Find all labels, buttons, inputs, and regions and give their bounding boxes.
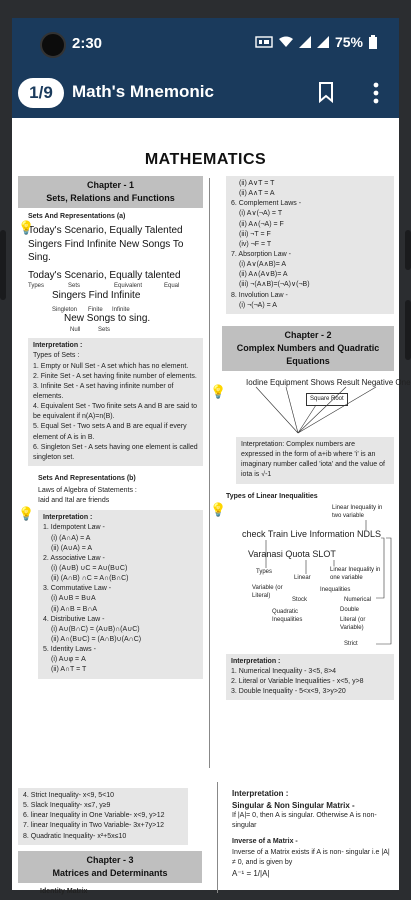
mnemonic-2b: Singers Find Infinite: [52, 290, 141, 302]
sets-rep-a-heading: Sets And Representations (a): [28, 213, 126, 221]
interp1-line: 1. Empty or Null Set - A set which has no element.: [33, 362, 189, 370]
ineq-mnemonic-2: Varanasi Quota SLOT: [248, 548, 336, 559]
inverse-line: Inverse of a Matrix exists if A is non- singular i.e |A|≠ 0, and is given by: [232, 848, 390, 866]
interp1-line: 3. Infinite Set - A set having infinite number of elements.: [33, 382, 174, 400]
diag-label: Linear Inequality in two variable: [332, 504, 383, 520]
doc-title: MATHEMATICS: [144, 151, 267, 168]
left-column: [18, 176, 203, 679]
chapter1-number: Chapter - 1: [86, 180, 134, 190]
bookmark-icon[interactable]: [318, 81, 334, 103]
column-divider: [209, 178, 210, 778]
interp1-title: Interpretation :: [33, 342, 83, 350]
law-line: (ii) A∩T = T: [51, 666, 87, 674]
diag-label: Linear: [294, 574, 311, 581]
diag-label: Variable (or Literal): [252, 584, 283, 600]
side-button-right-top: [405, 230, 411, 270]
label-types: Types: [28, 283, 45, 290]
lightbulb-icon: 💡: [18, 506, 35, 521]
chapter2-title: Complex Numbers and Quadratic Equations: [236, 342, 380, 366]
label-equivalent: Equivalent: [114, 283, 143, 290]
interp1-line: Types of Sets :: [33, 352, 80, 360]
interpretation-box-1: [28, 338, 203, 466]
chapter1-heading: [18, 176, 203, 208]
law-cont-line: (i) A∨(¬A) = T: [239, 210, 283, 218]
interp1-line: 4. Equivalent Set - Two finite sets A and B are said to be equivalent if n(A)=n(B).: [33, 403, 198, 421]
laws-mnemonic: Iaid and Ital are friends: [38, 497, 110, 505]
identity-matrix-heading: Identity Matrix: [40, 887, 88, 895]
more-ineq-line: 8. Quadratic Inequality- x²+5x≤10: [23, 832, 127, 840]
interp1-line: 5. Equal Set - Two sets A and B are equal if every element of A is in B.: [33, 423, 187, 441]
page-break: [12, 768, 399, 782]
law-cont-line: (i) A∨(A∧B)= A: [239, 261, 287, 269]
side-button-left: [0, 230, 6, 300]
inequality-diagram: [236, 504, 394, 654]
label-finite: Finite: [88, 307, 103, 314]
law-cont-line: 6. Complement Laws -: [231, 200, 302, 208]
law-line: (ii) (A∩B) ∩C = A∩(B∩C): [51, 575, 129, 583]
law-line: 3. Commutative Law -: [43, 585, 112, 593]
wifi-icon: [279, 36, 293, 48]
law-cont-line: (ii) A∧(¬A) = F: [239, 220, 284, 228]
mnemonic-1: Today's Scenario, Equally Talented Singers Find Infinite New Songs To Sing.: [28, 225, 184, 264]
ineq-mnemonic-1: check Train Live Information NDLS: [242, 528, 382, 539]
interpretation-box-2: [38, 510, 203, 678]
law-line: (ii) A∩(B∪C) = (A∩B)∪(A∩C): [51, 636, 142, 644]
mnemonic-2-labels: [28, 282, 203, 326]
interp2-title: Interpretation :: [43, 514, 93, 522]
lightbulb-icon: 💡: [18, 220, 35, 235]
more-vert-icon[interactable]: [366, 80, 386, 106]
screen: [12, 18, 411, 895]
law-line: 5. Identity Laws -: [43, 646, 96, 654]
law-cont-line: (ii) A∧T = A: [239, 190, 275, 198]
mnemonic-2c: New Songs to sing.: [64, 313, 151, 325]
law-cont-line: (i) ¬(¬A) = A: [239, 301, 277, 309]
square-root-box: Square Root: [306, 393, 348, 406]
complex-arrows: [236, 371, 386, 435]
law-cont-line: 7. Absorption Law -: [231, 250, 291, 258]
law-cont-line: (iii) ¬T = F: [239, 230, 271, 238]
inequality-interpretation: [226, 654, 394, 701]
label-null: Null: [70, 327, 81, 334]
law-line: (i) A∪(B∩C) = (A∪B)∩(A∪C): [51, 625, 140, 633]
right-column: [222, 176, 411, 700]
matrix-interp-sub: Singular & Non Singular Matrix -: [232, 800, 355, 810]
law-line: (i) A∪B = B∪A: [51, 595, 96, 603]
chapter1-title: Sets, Relations and Functions: [46, 193, 175, 204]
column-divider-2: [217, 773, 218, 893]
interp3-title: Interpretation :: [231, 657, 281, 665]
more-inequalities-box: [18, 788, 188, 845]
label-singleton: Singleton: [52, 307, 78, 314]
law-line: 2. Associative Law -: [43, 554, 105, 562]
laws-line: Laws of Algebra of Statements :: [38, 487, 137, 495]
complex-mnemonic: Iodine Equipment Shows Result Negative One: [246, 377, 411, 387]
more-ineq-line: 6. linear Inequality in One Variable- x<9, y>12: [23, 812, 165, 820]
app-bar: [12, 70, 399, 118]
matrix-interp-title: Interpretation :: [232, 789, 289, 798]
law-line: (i) A∪φ = A: [51, 656, 86, 664]
ineq-line: 2. Literal or Variable Inequalities - x<5, y>8: [231, 677, 364, 685]
page-indicator[interactable]: 1/9: [18, 78, 64, 108]
law-cont-line: (iii) ¬(A∧B)=(¬A)∨(¬B): [239, 281, 310, 289]
more-ineq-line: 5. Slack Inequality- x≤7, y≥9: [23, 802, 111, 810]
law-cont-line: (ii) A∧(A∨B)= A: [239, 271, 288, 279]
sim-icon: [255, 36, 273, 48]
law-line: 4. Distributive Law -: [43, 615, 105, 623]
diag-label: Types: [256, 568, 273, 575]
diag-label: Inequalities: [320, 586, 351, 593]
page2-right: [232, 788, 392, 879]
signal2-icon: [317, 36, 329, 48]
law-line: (i) (A∩A) = A: [51, 534, 91, 542]
complex-diagram: [236, 371, 411, 435]
label-equal: Equal: [164, 283, 180, 290]
label-sets-2: Sets: [98, 327, 111, 334]
page2-left: [18, 788, 188, 899]
more-ineq-line: 7. linear Inequality in Two Variable- 3x+7y>12: [23, 822, 164, 830]
matrix-interp-line: If |A|= 0, then A is singular. Otherwise A is non-singular: [232, 812, 377, 830]
lightbulb-icon: 💡: [210, 502, 227, 517]
diag-label: Literal (or Variable): [340, 616, 366, 632]
law-cont-line: 8. Involution Law -: [231, 291, 288, 299]
front-camera: [40, 32, 66, 58]
chapter2-heading: [222, 326, 394, 371]
label-sets: Sets: [68, 283, 81, 290]
diag-label: Numerical: [344, 596, 372, 603]
battery-percent: 75%: [334, 34, 363, 50]
diag-label: Strict: [344, 640, 358, 647]
signal-icon: [299, 36, 311, 48]
diag-label: Quadratic Inequalities: [272, 608, 303, 624]
battery-icon: [369, 35, 377, 49]
chapter3-title: Matrices and Determinants: [52, 867, 168, 878]
chapter2-number: Chapter - 2: [284, 329, 332, 340]
law-line: (i) (A∪B) ∪C = A∪(B∪C): [51, 565, 128, 573]
chapter3-number: Chapter - 3: [86, 854, 134, 865]
lightbulb-icon: 💡: [210, 384, 227, 399]
app-title: Math's Mnemonic: [72, 82, 214, 101]
diag-label: Stock: [292, 596, 308, 603]
laws-continued-box: [226, 176, 394, 314]
linear-inequalities-heading: Types of Linear Inequalities: [226, 492, 318, 500]
law-line: 1. Idempotent Law -: [43, 524, 105, 532]
more-ineq-line: 4. Strict Inequality- x<9, 5<10: [23, 792, 115, 799]
law-line: (ii) A∩B = B∩A: [51, 605, 98, 613]
diag-label: Linear Inequality in one variable: [330, 566, 381, 582]
inequality-arrows: [236, 504, 396, 654]
status-time: 2:30: [72, 35, 103, 52]
inverse-formula: A⁻¹ = 1/|A|: [232, 868, 270, 878]
interp1-line: 6. Singleton Set - A sets having one element is called singleton set.: [33, 443, 198, 461]
pdf-page[interactable]: [12, 118, 411, 895]
sets-rep-b-heading: Sets And Representations (b): [38, 474, 136, 482]
mnemonic-2a: Today's Scenario, Equally talented: [28, 269, 181, 281]
status-bar: [12, 18, 399, 70]
chapter3-heading: [18, 851, 202, 883]
null-sets-labels: [28, 326, 203, 336]
complex-interpretation: Interpretation: Complex numbers are expressed in the form of a+ib where 'i' is an imaginary number called 'iota' and the value of iota is √-1: [236, 437, 394, 484]
ineq-line: 3. Double Inequality - 5<x<9, 3>y>20: [231, 688, 346, 696]
interp1-line: 2. Finite Set - A set having finite number of elements.: [33, 372, 197, 380]
side-button-right-bottom: [405, 300, 411, 360]
law-cont-line: (iv) ¬F = T: [239, 240, 272, 248]
status-icons: [255, 34, 377, 50]
diag-label: Double: [340, 606, 360, 613]
law-line: (ii) (A∪A) = A: [51, 544, 93, 552]
inverse-heading: Inverse of a Matrix -: [232, 838, 298, 846]
ineq-line: 1. Numerical Inequality - 3<5, 8>4: [231, 667, 337, 675]
label-infinite: Infinite: [112, 307, 130, 314]
law-cont-line: (ii) A∨T = T: [239, 180, 275, 187]
